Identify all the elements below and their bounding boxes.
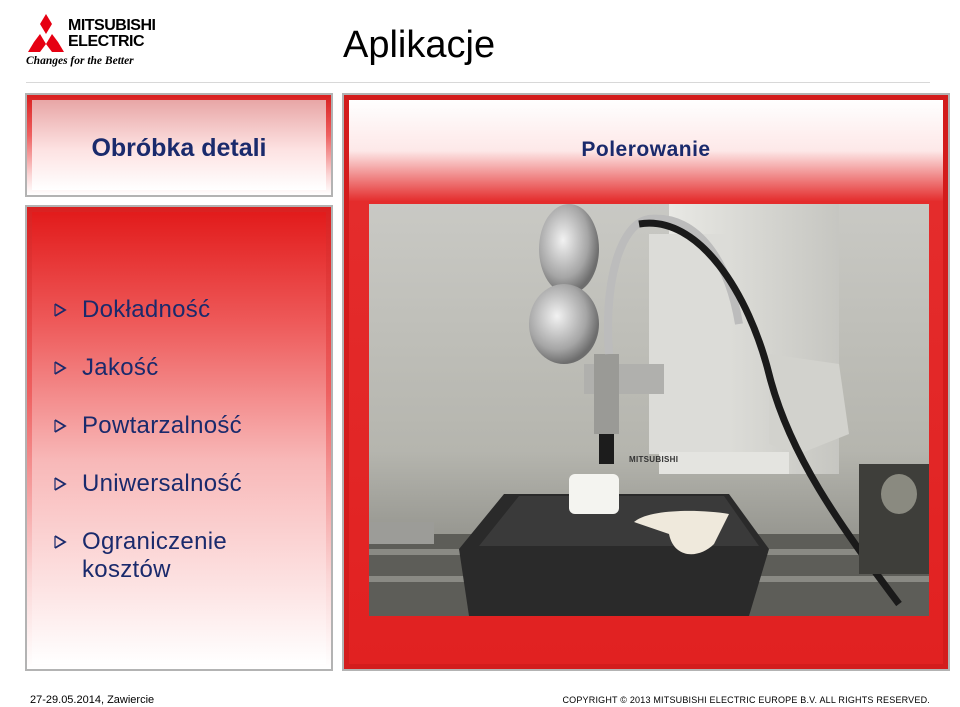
list-item xyxy=(52,354,282,382)
panel-left-header-inner xyxy=(32,100,326,190)
arrow-bullet-icon xyxy=(52,476,68,492)
footer-copyright: COPYRIGHT © 2013 MITSUBISHI ELECTRIC EUROPE B.V. ALL RIGHTS RESERVED. xyxy=(562,695,930,705)
panel-left-list-inner xyxy=(32,212,326,664)
list-item xyxy=(52,528,282,584)
arrow-bullet-icon xyxy=(52,360,68,376)
arrow-bullet-icon xyxy=(52,418,68,434)
list-item xyxy=(52,470,282,498)
title-divider xyxy=(26,82,930,83)
arrow-bullet-icon xyxy=(52,302,68,318)
mitsubishi-logo xyxy=(26,14,166,70)
panel-left-list xyxy=(25,205,333,671)
robot-illustration xyxy=(369,204,929,616)
logo-tagline: Changes for the Better xyxy=(26,55,134,67)
robot-brand-label: MITSUBISHI xyxy=(629,455,679,464)
list-item-label: Ograniczenie kosztów xyxy=(82,528,228,583)
left-header-title: Obróbka detali xyxy=(91,134,267,162)
right-header-title: Polerowanie xyxy=(581,138,711,161)
list-item xyxy=(52,296,282,324)
arrow-bullet-icon xyxy=(52,534,68,550)
footer-date-location: 27-29.05.2014, Zawiercie xyxy=(30,694,155,706)
feature-list xyxy=(52,296,282,614)
robot-polishing-photo xyxy=(369,204,929,616)
list-item xyxy=(52,412,282,440)
page-title: Aplikacje xyxy=(343,24,496,66)
list-item-label: Powtarzalność xyxy=(82,412,242,439)
list-item-label: Jakość xyxy=(82,354,159,381)
list-item-label: Uniwersalność xyxy=(82,470,242,497)
list-item-label: Dokładność xyxy=(82,296,211,323)
three-diamonds-icon xyxy=(26,14,66,52)
logo-word-electric: ELECTRIC xyxy=(68,33,144,50)
logo-word-mitsubishi: MITSUBISHI xyxy=(68,17,156,34)
panel-left-header xyxy=(25,93,333,197)
